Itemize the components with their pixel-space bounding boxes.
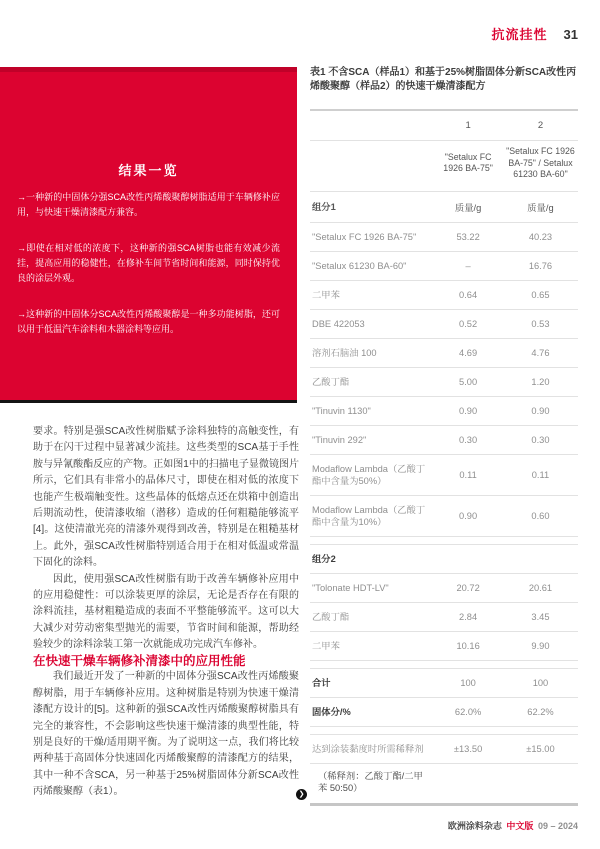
table-row [310, 396, 578, 425]
value-sample-2: 40.23 [503, 222, 578, 251]
page-footer [448, 819, 578, 832]
table-spacer-row [310, 660, 578, 668]
table-row [310, 573, 578, 602]
unit-label: 质量/g [503, 191, 578, 222]
issue-label: 09 – 2024 [537, 821, 578, 831]
value-sample-1: 0.64 [433, 280, 503, 309]
unit-label: 质量/g [433, 191, 503, 222]
ingredient-label: 溶剂石脑油 100 [310, 338, 433, 367]
table-spacer-row [310, 726, 578, 734]
value-sample-1: 0.90 [433, 495, 503, 536]
value-sample-1: 4.69 [433, 338, 503, 367]
value-sample-1: 20.72 [433, 573, 503, 602]
value-sample-2: 62.2% [503, 697, 578, 726]
value-sample-2: 1.20 [503, 367, 578, 396]
table-row [310, 309, 578, 338]
value-sample-2: 3.45 [503, 602, 578, 631]
ingredient-label: 乙酸丁酯 [310, 602, 433, 631]
page-number: 31 [563, 27, 578, 42]
page-header [492, 24, 578, 43]
value-sample-1: 62.0% [433, 697, 503, 726]
summary-bullet: →一种新的中固体分强SCA改性丙烯酸聚醇树脂适用于车辆修补应用，与快速干燥清漆配方兼容。 [17, 192, 280, 217]
value-sample-2: ±15.00 [503, 734, 578, 763]
value-sample-1: 0.30 [433, 425, 503, 454]
table-row [310, 734, 578, 763]
value-sample-2 [503, 544, 578, 573]
ingredient-label: "Tolonate HDT-LV" [310, 573, 433, 602]
value-sample-2: 9.90 [503, 631, 578, 660]
value-sample-2: 0.65 [503, 280, 578, 309]
edition-label: 中文版 [506, 821, 534, 831]
table-row [310, 367, 578, 396]
ingredient-label: "Setalux 61230 BA-60" [310, 251, 433, 280]
formulation-table-head-rows [310, 110, 578, 222]
product-header-2: "Setalux FC 1926 BA-75" / Setalux 61230 BA-60" [503, 141, 578, 192]
value-sample-2: 0.60 [503, 495, 578, 536]
value-sample-1 [433, 763, 503, 803]
table-row [310, 602, 578, 631]
body-paragraph: 我们最近开发了一种新的中固体分强SCA改性丙烯酸聚醇树脂，用于车辆修补应用。这种树脂是特别为快速干燥清漆配方设计的[5]。这种新的强SCA改性丙烯酸聚醇树脂具有完全的兼容性，不会影响这些快速干燥清漆的典型性能，特别是良好的干燥/适用期平衡。为了说明这一点，我们将比较两种基于高固体分快速固化丙烯酸聚醇的清漆配方的结果，其中一种不含SCA，另一种基于25%树脂固体分新SCA改性丙烯酸聚醇（表1）。 [33, 671, 299, 798]
summary-bullet: →这种新的中固体分SCA改性丙烯酸聚醇是一种多功能树脂，还可以用于低温汽车涂料和木器涂料等应用。 [17, 309, 280, 334]
table-bottom-rule [310, 803, 578, 806]
table-row [310, 495, 578, 536]
sample-number-2: 2 [503, 110, 578, 141]
table-row [310, 251, 578, 280]
value-sample-2: 0.11 [503, 454, 578, 495]
table-row [310, 222, 578, 251]
ingredient-label: 二甲苯 [310, 631, 433, 660]
value-sample-1: 0.11 [433, 454, 503, 495]
ingredient-label: 合计 [310, 668, 433, 697]
section-title: 抗流挂性 [491, 27, 548, 42]
ingredient-label: "Tinuvin 1130" [310, 396, 433, 425]
sample-number-1: 1 [433, 110, 503, 141]
formulation-table [310, 109, 578, 803]
value-sample-1: 10.16 [433, 631, 503, 660]
table-row [310, 544, 578, 573]
value-sample-1: – [433, 251, 503, 280]
value-sample-2 [503, 763, 578, 803]
table-row [310, 697, 578, 726]
body-paragraph: 要求。特别是强SCA改性树脂赋予涂料独特的高触变性，有助于在闪干过程中显著减少流挂。这些类型的SCA基于手性胺与异氰酸酯反应的产物。正如图1中的扫描电子显微镜图片所示，它们具有非常小的晶体尺寸，即使在相对低的浓度下也能产生极端触变性。这些晶体的低熔点还在烘箱中创造出后期流动性，使清漆收缩（潜移）造成的任何粗糙能够流平[4]。这使清澈光亮的清漆外观得到改善，特别是在粗糙基材上。此外，强SCA改性树脂特别适合用于在相对低温或常温下固化的涂料。 [33, 426, 299, 569]
table-row [310, 425, 578, 454]
ingredient-label: 二甲苯 [310, 280, 433, 309]
value-sample-2: 20.61 [503, 573, 578, 602]
section-heading: 在快速干燥车辆修补清漆中的应用性能 [33, 653, 246, 668]
value-sample-1: 2.84 [433, 602, 503, 631]
ingredient-label: 达到涂装黏度时所需稀释剂 [310, 734, 433, 763]
table-caption: 表1 不含SCA（样品1）和基于25%树脂固体分新SCA改性丙烯酸聚醇（样品2）的快速干燥清漆配方 [310, 67, 577, 92]
ingredient-label: Modaflow Lambda（乙酸丁酯中含量为50%） [310, 454, 433, 495]
ingredient-label: DBE 422053 [310, 309, 433, 338]
table-row [310, 668, 578, 697]
value-sample-1: 0.52 [433, 309, 503, 338]
table-row [310, 763, 578, 803]
value-sample-2: 0.53 [503, 309, 578, 338]
value-sample-2: 0.30 [503, 425, 578, 454]
value-sample-1: ±13.50 [433, 734, 503, 763]
value-sample-1: 100 [433, 668, 503, 697]
value-sample-1: 0.90 [433, 396, 503, 425]
ingredient-label: 组分2 [310, 544, 433, 573]
value-sample-1 [433, 544, 503, 573]
component1-label: 组分1 [310, 191, 433, 222]
summary-bullets [17, 190, 280, 337]
ingredient-label: （稀释剂：乙酸丁酯/二甲苯 50:50） [318, 770, 423, 793]
value-sample-2: 0.90 [503, 396, 578, 425]
ingredient-label: 乙酸丁酯 [310, 367, 433, 396]
table-row-units [310, 191, 578, 222]
table-row-sample-numbers [310, 110, 578, 141]
formulation-table-body [310, 222, 578, 803]
ingredient-label: 固体分/% [310, 697, 433, 726]
results-summary-box [0, 67, 297, 403]
table-row [310, 280, 578, 309]
ingredient-label: "Tinuvin 292" [310, 425, 433, 454]
product-header-1: "Setalux FC 1926 BA-75" [433, 141, 503, 192]
value-sample-1: 5.00 [433, 367, 503, 396]
table-spacer-row [310, 536, 578, 544]
journal-name: 欧洲涂料杂志 [447, 821, 502, 831]
table-row [310, 338, 578, 367]
table-row [310, 454, 578, 495]
body-paragraph: 因此，使用强SCA改性树脂有助于改善车辆修补应用中的应用稳健性：可以涂装更厚的涂层，无论是否存在有限的涂料流挂，基材粗糙造成的表面不平整能够流平。这可以大大减少对劳动密集型抛光的需要，节省时间和能源，帮助经验较少的涂料涂装工第一次就能成功完成汽车修补。 [33, 573, 299, 651]
formulation-table-column [310, 66, 578, 806]
value-sample-2: 16.76 [503, 251, 578, 280]
summary-title: 结果一览 [118, 163, 179, 178]
continued-arrow-icon: ❯ [296, 789, 307, 800]
table-row [310, 631, 578, 660]
value-sample-1: 53.22 [433, 222, 503, 251]
value-sample-2: 100 [503, 668, 578, 697]
value-sample-2: 4.76 [503, 338, 578, 367]
table-row-products [310, 141, 578, 192]
ingredient-label: Modaflow Lambda（乙酸丁酯中含量为10%） [310, 495, 433, 536]
ingredient-label: "Setalux FC 1926 BA-75" [310, 222, 433, 251]
summary-bullet: →即使在相对低的浓度下，这种新的强SCA树脂也能有效减少流挂，提高应用的稳健性，在修补车间节省时间和能源，同时保持优良的涂层外观。 [17, 243, 280, 283]
article-body-column [33, 424, 299, 801]
